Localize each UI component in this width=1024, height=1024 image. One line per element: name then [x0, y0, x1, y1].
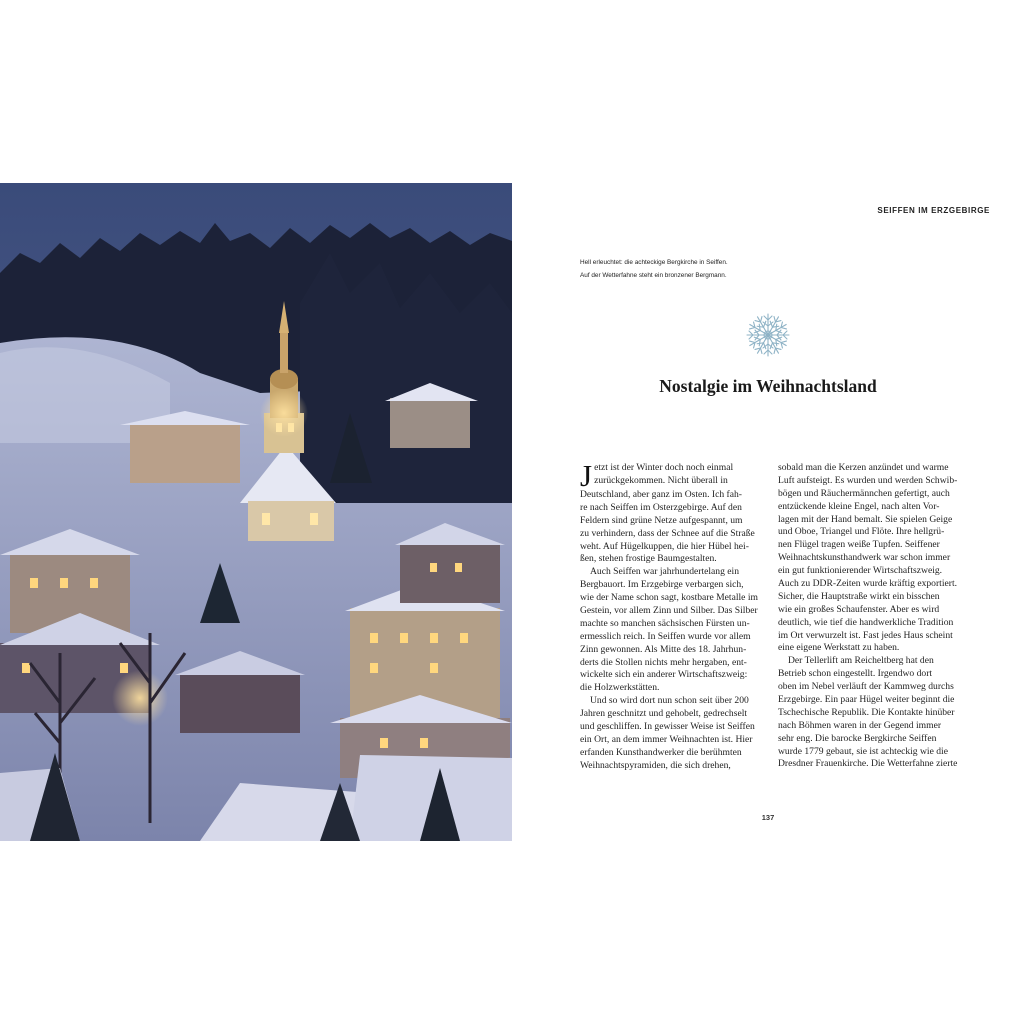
text-line: Betrieb schon eingestellt. Irgendwo dort: [778, 668, 933, 680]
text-line: eine eigene Werkstatt zu haben.: [778, 642, 900, 654]
text-line: Deutschland, aber ganz im Osten. Ich fah-: [580, 489, 742, 500]
text-line: Sicher, die Hauptstraße wirkt ein bisschen: [778, 590, 940, 602]
text-line: Der Tellerlift am Reicheltberg hat den: [788, 655, 934, 667]
text-line: zu verhindern, dass der Schnee auf die Straße: [580, 527, 755, 539]
text-line: derts die Stollen nichts mehr hergaben, ent-: [580, 656, 747, 668]
text-line: Jahren geschnitzt und gehobelt, gedrechselt: [580, 708, 748, 720]
text-line: und Oboe, Triangel und Flöte. Ihre hellgrü-: [778, 526, 945, 538]
text-line: wie ein großes Schaufenster. Aber es wird: [778, 603, 940, 615]
text-line: erfanden Kunsthandwerker die berühmten: [580, 746, 742, 758]
text-line: Feldern sind grüne Netze aufgespannt, um: [580, 514, 743, 526]
text-line: im Ort verwurzelt ist. Fast jedes Haus scheint: [778, 629, 953, 641]
text-line: re nach Seiffen im Osterzgebirge. Auf den: [580, 501, 742, 513]
text-line: ßen, stehen frostige Baumgestalten.: [580, 553, 717, 565]
text-line: Gestein, vor allem Zinn und Silber. Das Silber: [580, 605, 758, 617]
text-line: Dresdner Frauenkirche. Die Wetterfahne zierte: [778, 758, 958, 770]
text-line: oben im Nebel verläuft der Kammweg durchs: [778, 681, 954, 693]
text-line: nen Flügel tragen weiße Tupfen. Seiffener: [778, 539, 940, 551]
text-line: Und so wird dort nun schon seit über 200: [590, 695, 749, 707]
running-head: SEIFFEN IM ERZGEBIRGE: [877, 206, 990, 215]
text-line: die Holzwerkstätten.: [580, 682, 660, 694]
drop-cap: J: [580, 458, 593, 493]
text-line: Weihnachtskunsthandwerk war schon immer: [778, 552, 951, 564]
text-line: entzückende kleine Engel, nach alten Vor-: [778, 500, 940, 512]
text-line: Erzgebirge. Ein paar Hügel weiter beginnt die: [778, 694, 955, 706]
text-line: sobald man die Kerzen anzündet und warme: [778, 462, 949, 473]
text-line: ermesslich reich. In Seiffen wurde vor allem: [580, 630, 751, 642]
text-line: Zinn gewonnen. Als Mitte des 18. Jahrhun-: [580, 643, 747, 655]
text-line: ein gut funktionierender Wirtschaftszweig.: [778, 565, 943, 577]
text-line: nach Böhmen waren in der Gegend immer: [778, 719, 942, 731]
text-column-1: [580, 458, 762, 773]
text-line: wie der Name schon sagt, kostbare Metalle im: [580, 592, 758, 604]
village-church-night-icon: [0, 183, 512, 841]
text-line: Weihnachtspyramiden, die sich drehen,: [580, 759, 731, 771]
text-line: Luft aufsteigt. Es wurden und werden Schwib-: [778, 474, 958, 486]
photo-caption: [580, 256, 770, 282]
text-line: zurückgekommen. Nicht überall in: [594, 474, 728, 486]
text-line: sehr eng. Die barocke Bergkirche Seiffen: [778, 732, 937, 744]
snowflake-icon: [744, 311, 792, 359]
text-line: machte so manchen sächsischen Fürsten un-: [580, 617, 750, 629]
text-line: Bergbauort. Im Erzgebirge verbargen sich,: [580, 579, 744, 591]
text-line: bögen und Räuchermännchen gefertigt, auch: [778, 487, 950, 499]
text-line: wurde 1779 gebaut, sie ist achteckig wie die: [778, 745, 948, 757]
page-number: 137: [761, 813, 775, 822]
caption-line: Hell erleuchtet: die achteckige Bergkirche in Seiffen.: [580, 259, 728, 266]
text-column-2: [778, 462, 956, 771]
caption-line: Auf der Wetterfahne steht ein bronzener Bergmann.: [580, 272, 727, 279]
text-line: etzt ist der Winter doch noch einmal: [594, 462, 734, 473]
text-line: weht. Auf Hügelkuppen, die hier Hübel hei-: [580, 540, 749, 552]
article-headline: Nostalgie im Weihnachtsland: [659, 376, 877, 396]
text-line: deutlich, wie tief die handwerkliche Tradition: [778, 616, 954, 628]
text-line: lagen mit der Hand bemalt. Sie spielen Geige: [778, 513, 953, 525]
photo-seiffen-church: [0, 183, 512, 841]
text-line: und geschliffen. In gewisser Weise ist Seiffen: [580, 721, 755, 733]
text-line: Tschechische Republik. Die Kontakte hinüber: [778, 706, 955, 718]
text-line: Auch Seiffen war jahrhundertelang ein: [590, 566, 740, 578]
text-line: wickelte sich ein anderer Wirtschaftszweig:: [580, 669, 748, 681]
text-line: Auch zu DDR-Zeiten wurde kräftig exportiert.: [778, 578, 958, 590]
text-line: ein Ort, an dem immer Weihnachten ist. Hier: [580, 733, 753, 745]
